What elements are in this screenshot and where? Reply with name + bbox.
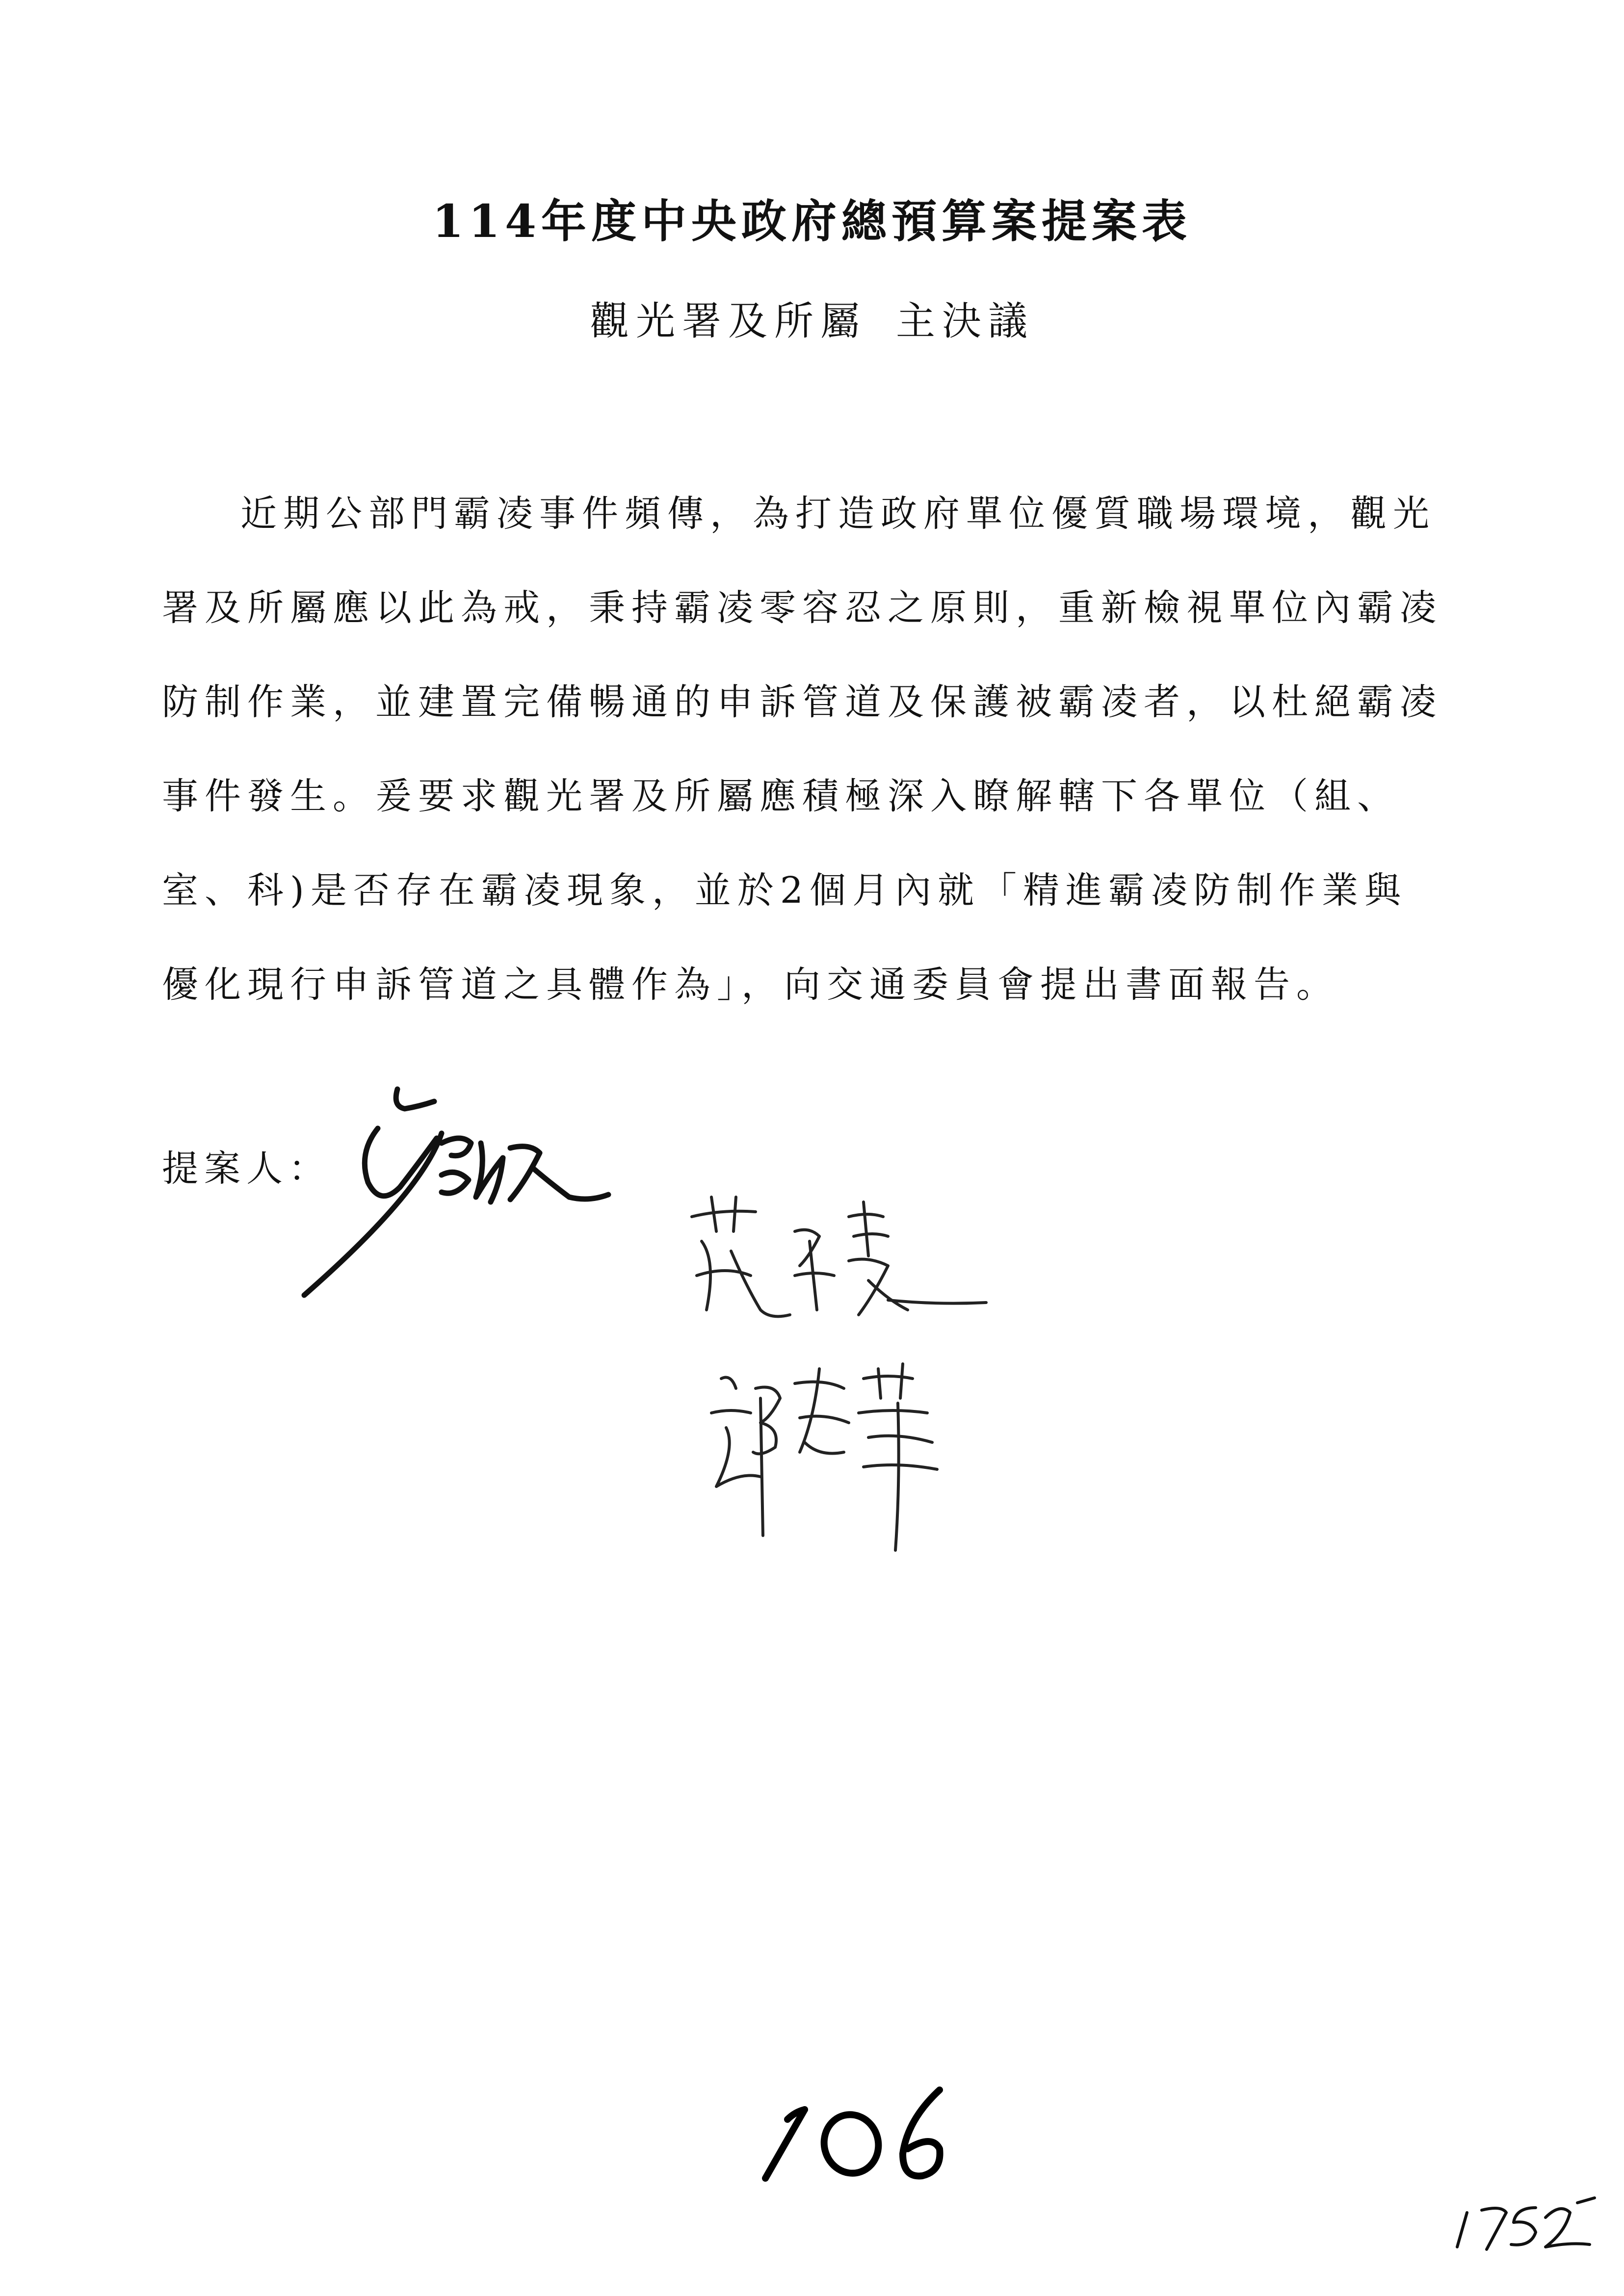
paragraph-line: 事件發生。爰要求觀光署及所屬應積極深入瞭解轄下各單位（組、: [162, 775, 1400, 817]
paragraph-line: 室、科)是否存在霸凌現象，並於2個月內就「精進霸凌防制作業與: [162, 869, 1407, 912]
paragraph-line: 防制作業，並建置完備暢通的申訴管道及保護被霸凌者，以杜絕霸凌: [162, 681, 1442, 723]
document-subtitle: [0, 298, 1624, 344]
subtitle-agency: 觀光署及所屬: [590, 298, 866, 344]
paragraph-line: 署及所屬應以此為戒，秉持霸凌零容忍之原則，重新檢視單位內霸凌: [162, 587, 1442, 629]
paragraph-line: 優化現行申訴管道之具體作為」，向交通委員會提出書面報告。: [162, 964, 1339, 1006]
document-title: 114年度中央政府總預算案提案表: [432, 195, 1192, 248]
proposer-label: 提案人：: [162, 1148, 331, 1190]
center-page-number: [760, 2080, 967, 2195]
paragraph-line: 近期公部門霸凌事件頻傳，為打造政府單位優質職場環境，觀光: [240, 493, 1436, 535]
subtitle-type: 主決議: [896, 298, 1034, 344]
corner-page-number: [1452, 2193, 1599, 2264]
signature-1: [294, 1070, 628, 1300]
resolution-paragraph: [162, 493, 1467, 1061]
signature-3: [702, 1359, 957, 1555]
signature-2: [682, 1187, 996, 1334]
